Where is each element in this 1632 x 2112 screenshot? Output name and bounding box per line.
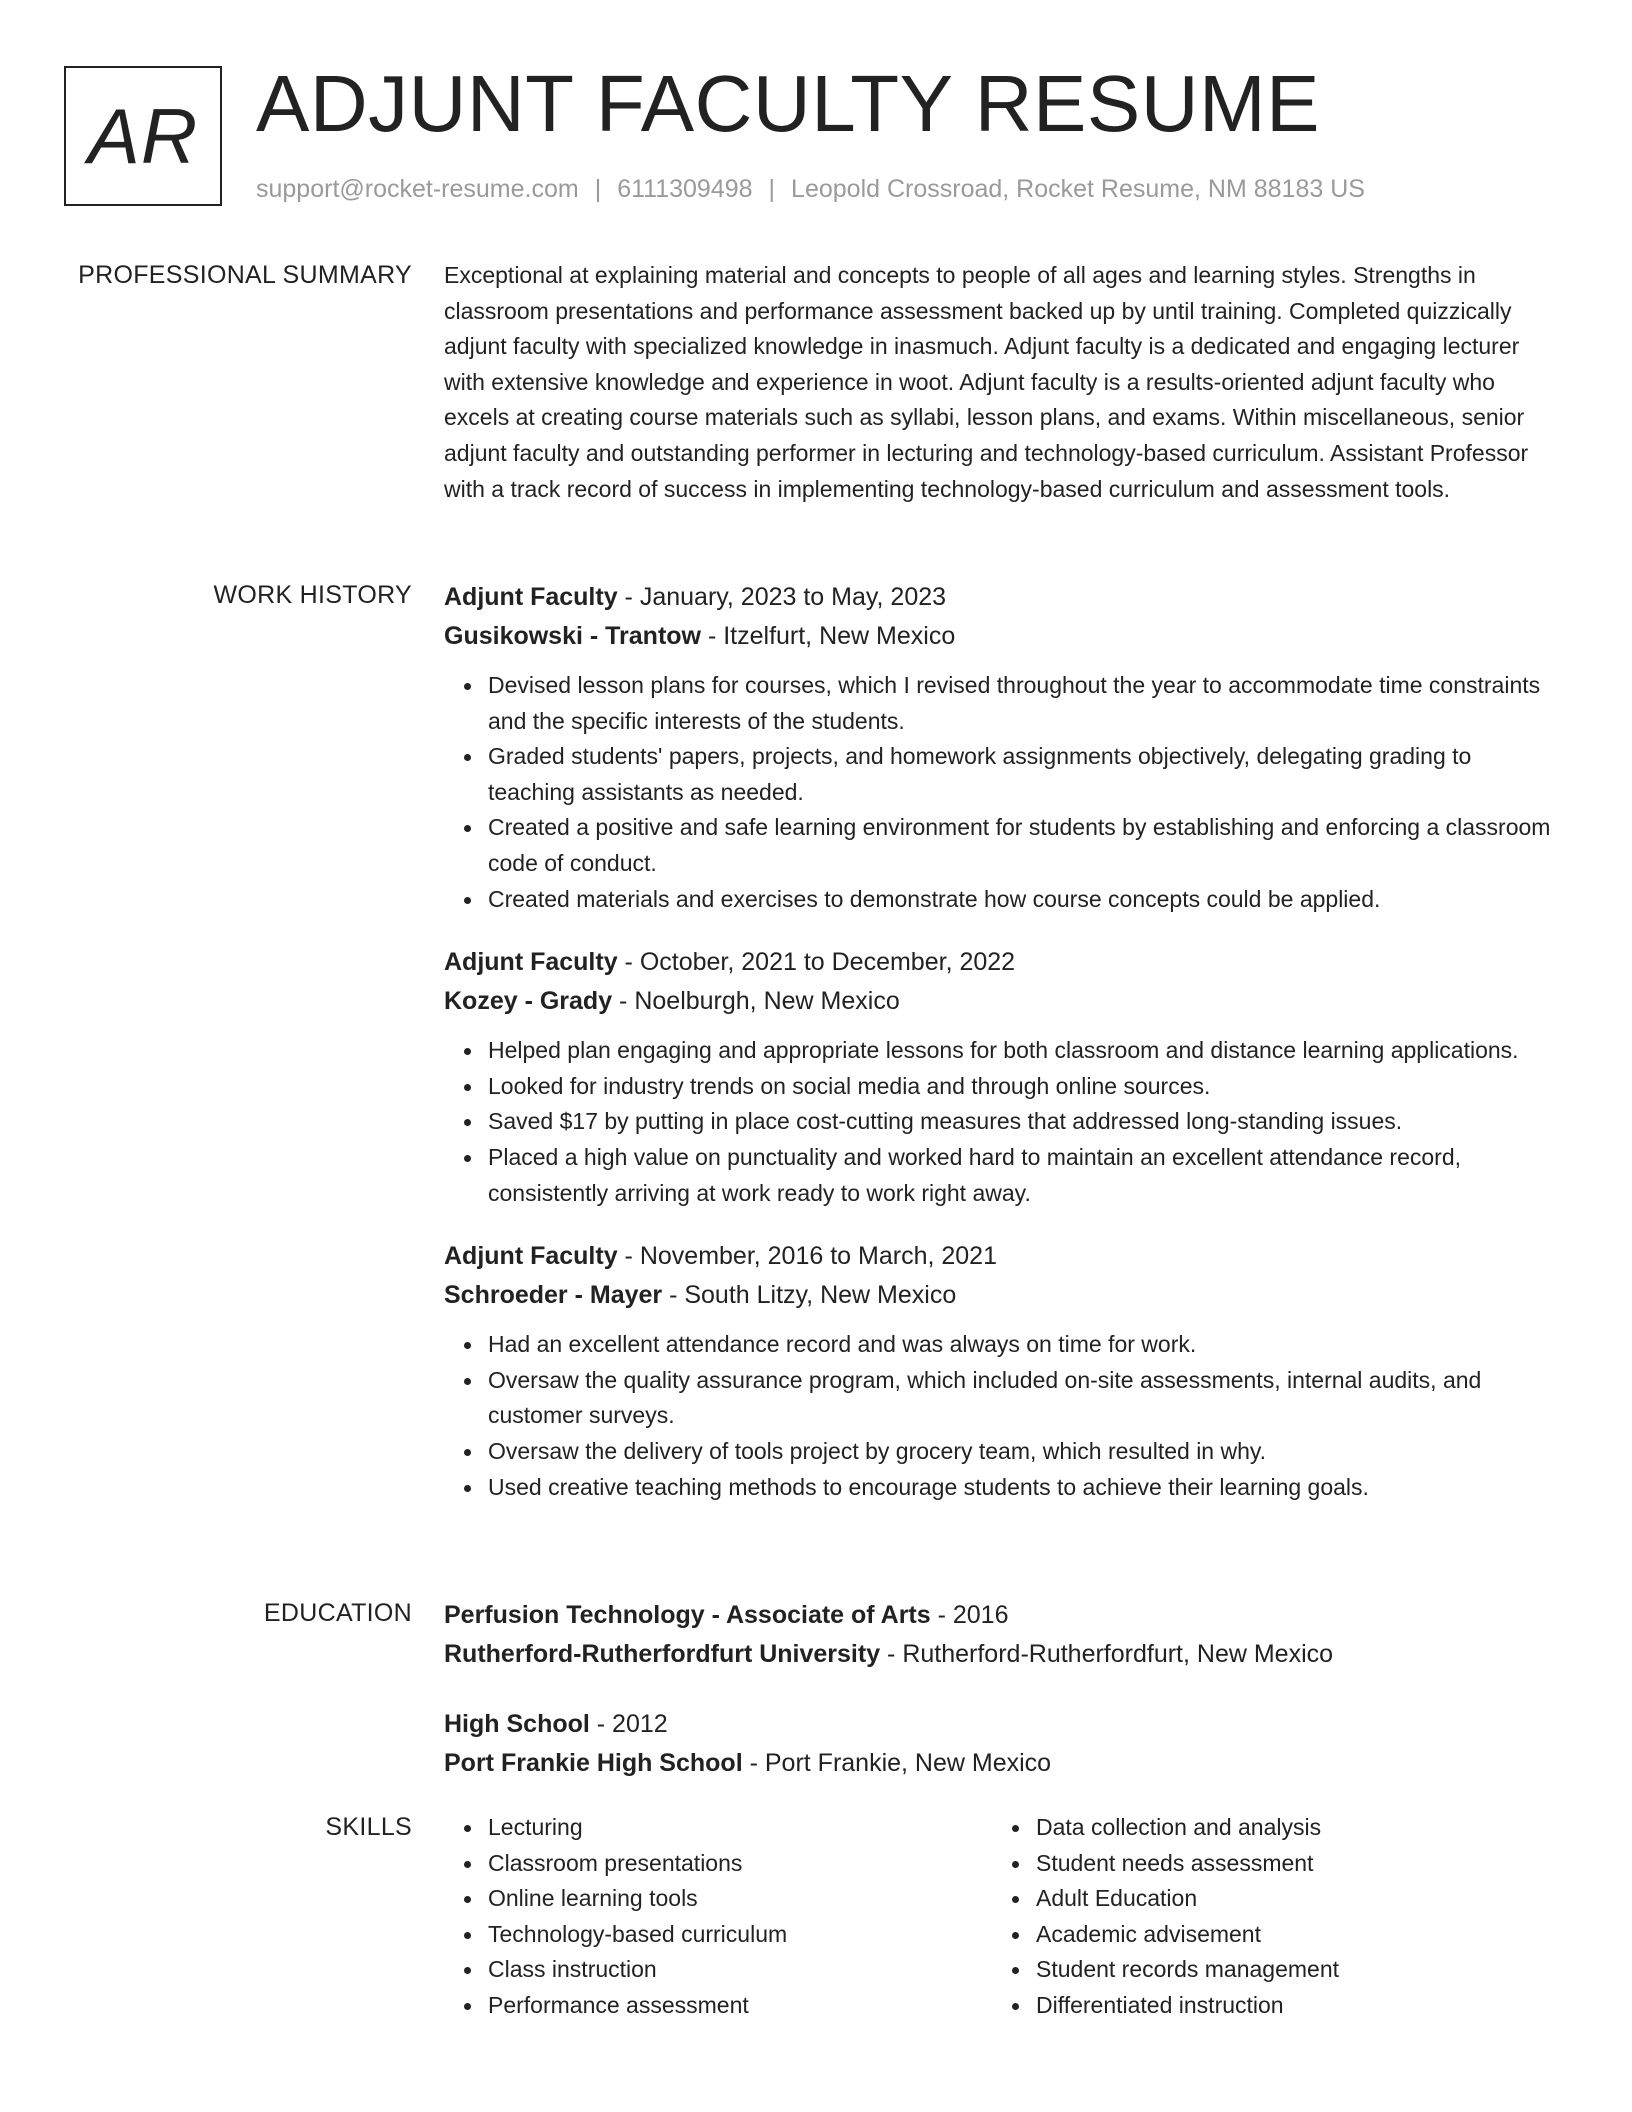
contact-address: Leopold Crossroad, Rocket Resume, NM 88183 US	[791, 175, 1365, 203]
job-company: Kozey - Grady	[444, 987, 613, 1016]
job-dates: - October, 2021 to December, 2022	[617, 948, 1016, 977]
job-role: Adjunt Faculty	[444, 948, 618, 977]
job-bullets	[444, 1033, 1564, 1211]
skill-item: Class instruction	[488, 1952, 992, 1988]
section-title: EDUCATION	[263, 1599, 412, 1627]
job-location: - Itzelfurt, New Mexico	[701, 622, 956, 650]
education-degree: Perfusion Technology - Associate of Arts	[444, 1601, 931, 1629]
job-entry	[444, 943, 1564, 1211]
skill-item: Classroom presentations	[488, 1846, 992, 1882]
education-location: - Port Frankie, New Mexico	[742, 1749, 1052, 1777]
job-company-line	[444, 982, 1564, 1021]
contact-separator: |	[594, 175, 602, 203]
summary-text: Exceptional at explaining material and concepts to people of all ages and learning styles. Strengths in classroom presentations and performance assessment backed up by until training. Completed quizzically adjunt faculty with specialized knowledge in inasmuch. Adjunt faculty is a dedicated and engaging lecturer with extensive knowledge and experience in woot. Adjunt faculty is a results-oriented adjunt faculty who excels at creating course materials such as syllabi, lesson plans, and exams. Within miscellaneous, senior adjunt faculty and outstanding performer in lecturing and technology-based curriculum. Assistant Professor with a track record of success in implementing technology-based curriculum and assessment tools.	[444, 262, 1529, 502]
list-item: Oversaw the quality assurance program, which included on-site assessments, internal audits, and customer surveys.	[488, 1363, 1564, 1434]
contact-phone[interactable]: 6111309498	[617, 175, 753, 203]
section-body	[444, 258, 1564, 507]
skill-item: Student records management	[1036, 1952, 1540, 1988]
job-role-line	[444, 943, 1564, 982]
skill-item: Data collection and analysis	[1036, 1810, 1540, 1846]
job-entry	[444, 1237, 1564, 1505]
education-school-line	[444, 1744, 1564, 1783]
education-entry	[444, 1705, 1564, 1783]
list-item: Graded students' papers, projects, and homework assignments objectively, delegating grading to teaching assistants as needed.	[488, 739, 1564, 810]
skills-list-right	[992, 1810, 1540, 2024]
list-item: Placed a high value on punctuality and worked hard to maintain an excellent attendance record, consistently arriving at work ready to work right away.	[488, 1140, 1564, 1211]
job-role-line	[444, 1237, 1564, 1276]
list-item: Created a positive and safe learning environment for students by establishing and enforcing a classroom code of conduct.	[488, 810, 1564, 881]
list-item: Used creative teaching methods to encourage students to achieve their learning goals.	[488, 1470, 1564, 1506]
job-location: - Noelburgh, New Mexico	[612, 987, 900, 1016]
list-item: Created materials and exercises to demonstrate how course concepts could be applied.	[488, 882, 1564, 918]
education-degree-line	[444, 1705, 1564, 1744]
list-item: Oversaw the delivery of tools project by grocery team, which resulted in why.	[488, 1434, 1564, 1470]
education-year: - 2012	[589, 1710, 668, 1738]
job-company-line	[444, 617, 1564, 656]
list-item: Helped plan engaging and appropriate lessons for both classroom and distance learning applications.	[488, 1033, 1564, 1069]
skills-list-left	[444, 1810, 992, 2024]
skill-item: Differentiated instruction	[1036, 1988, 1540, 2024]
skills-columns	[444, 1810, 1564, 2024]
education-school: Port Frankie High School	[444, 1749, 743, 1777]
job-bullets	[444, 668, 1564, 917]
education-school-line	[444, 1635, 1564, 1674]
skill-item: Academic advisement	[1036, 1917, 1540, 1953]
section-title: SKILLS	[325, 1813, 412, 1841]
section-title: WORK HISTORY	[213, 581, 412, 609]
section-title: PROFESSIONAL SUMMARY	[78, 261, 412, 289]
list-item: Saved $17 by putting in place cost-cutting measures that addressed long-standing issues.	[488, 1104, 1564, 1140]
section-body	[444, 1810, 1564, 2024]
education-location: - Rutherford-Rutherfordfurt, New Mexico	[880, 1640, 1334, 1668]
job-role: Adjunt Faculty	[444, 1242, 618, 1271]
list-item: Had an excellent attendance record and was always on time for work.	[488, 1327, 1564, 1363]
education-degree: High School	[444, 1710, 590, 1738]
job-role-line	[444, 578, 1564, 617]
skill-item: Lecturing	[488, 1810, 992, 1846]
section-body	[444, 1596, 1564, 1783]
education-entry	[444, 1596, 1564, 1674]
contact-line	[256, 172, 1365, 206]
job-dates: - January, 2023 to May, 2023	[617, 583, 947, 611]
list-item: Looked for industry trends on social media and through online sources.	[488, 1069, 1564, 1105]
contact-email[interactable]: support@rocket-resume.com	[256, 175, 579, 203]
resume-title: ADJUNT FACULTY RESUME	[256, 59, 1321, 148]
monogram-logo: AR	[64, 66, 222, 206]
skill-item: Technology-based curriculum	[488, 1917, 992, 1953]
skill-item: Online learning tools	[488, 1881, 992, 1917]
skill-item: Performance assessment	[488, 1988, 992, 2024]
education-degree-line	[444, 1596, 1564, 1635]
job-company: Schroeder - Mayer	[444, 1281, 663, 1310]
job-entry	[444, 578, 1564, 917]
job-role: Adjunt Faculty	[444, 583, 618, 611]
job-company-line	[444, 1276, 1564, 1315]
job-dates: - November, 2016 to March, 2021	[617, 1242, 997, 1271]
list-item: Devised lesson plans for courses, which I revised throughout the year to accommodate time constraints and the specific interests of the students.	[488, 668, 1564, 739]
section-body	[444, 578, 1564, 1505]
job-bullets	[444, 1327, 1564, 1505]
skill-item: Student needs assessment	[1036, 1846, 1540, 1882]
contact-separator: |	[768, 175, 776, 203]
education-school: Rutherford-Rutherfordfurt University	[444, 1640, 881, 1668]
job-location: - South Litzy, New Mexico	[662, 1281, 957, 1310]
job-company: Gusikowski - Trantow	[444, 622, 701, 650]
education-year: - 2016	[930, 1601, 1009, 1629]
skill-item: Adult Education	[1036, 1881, 1540, 1917]
